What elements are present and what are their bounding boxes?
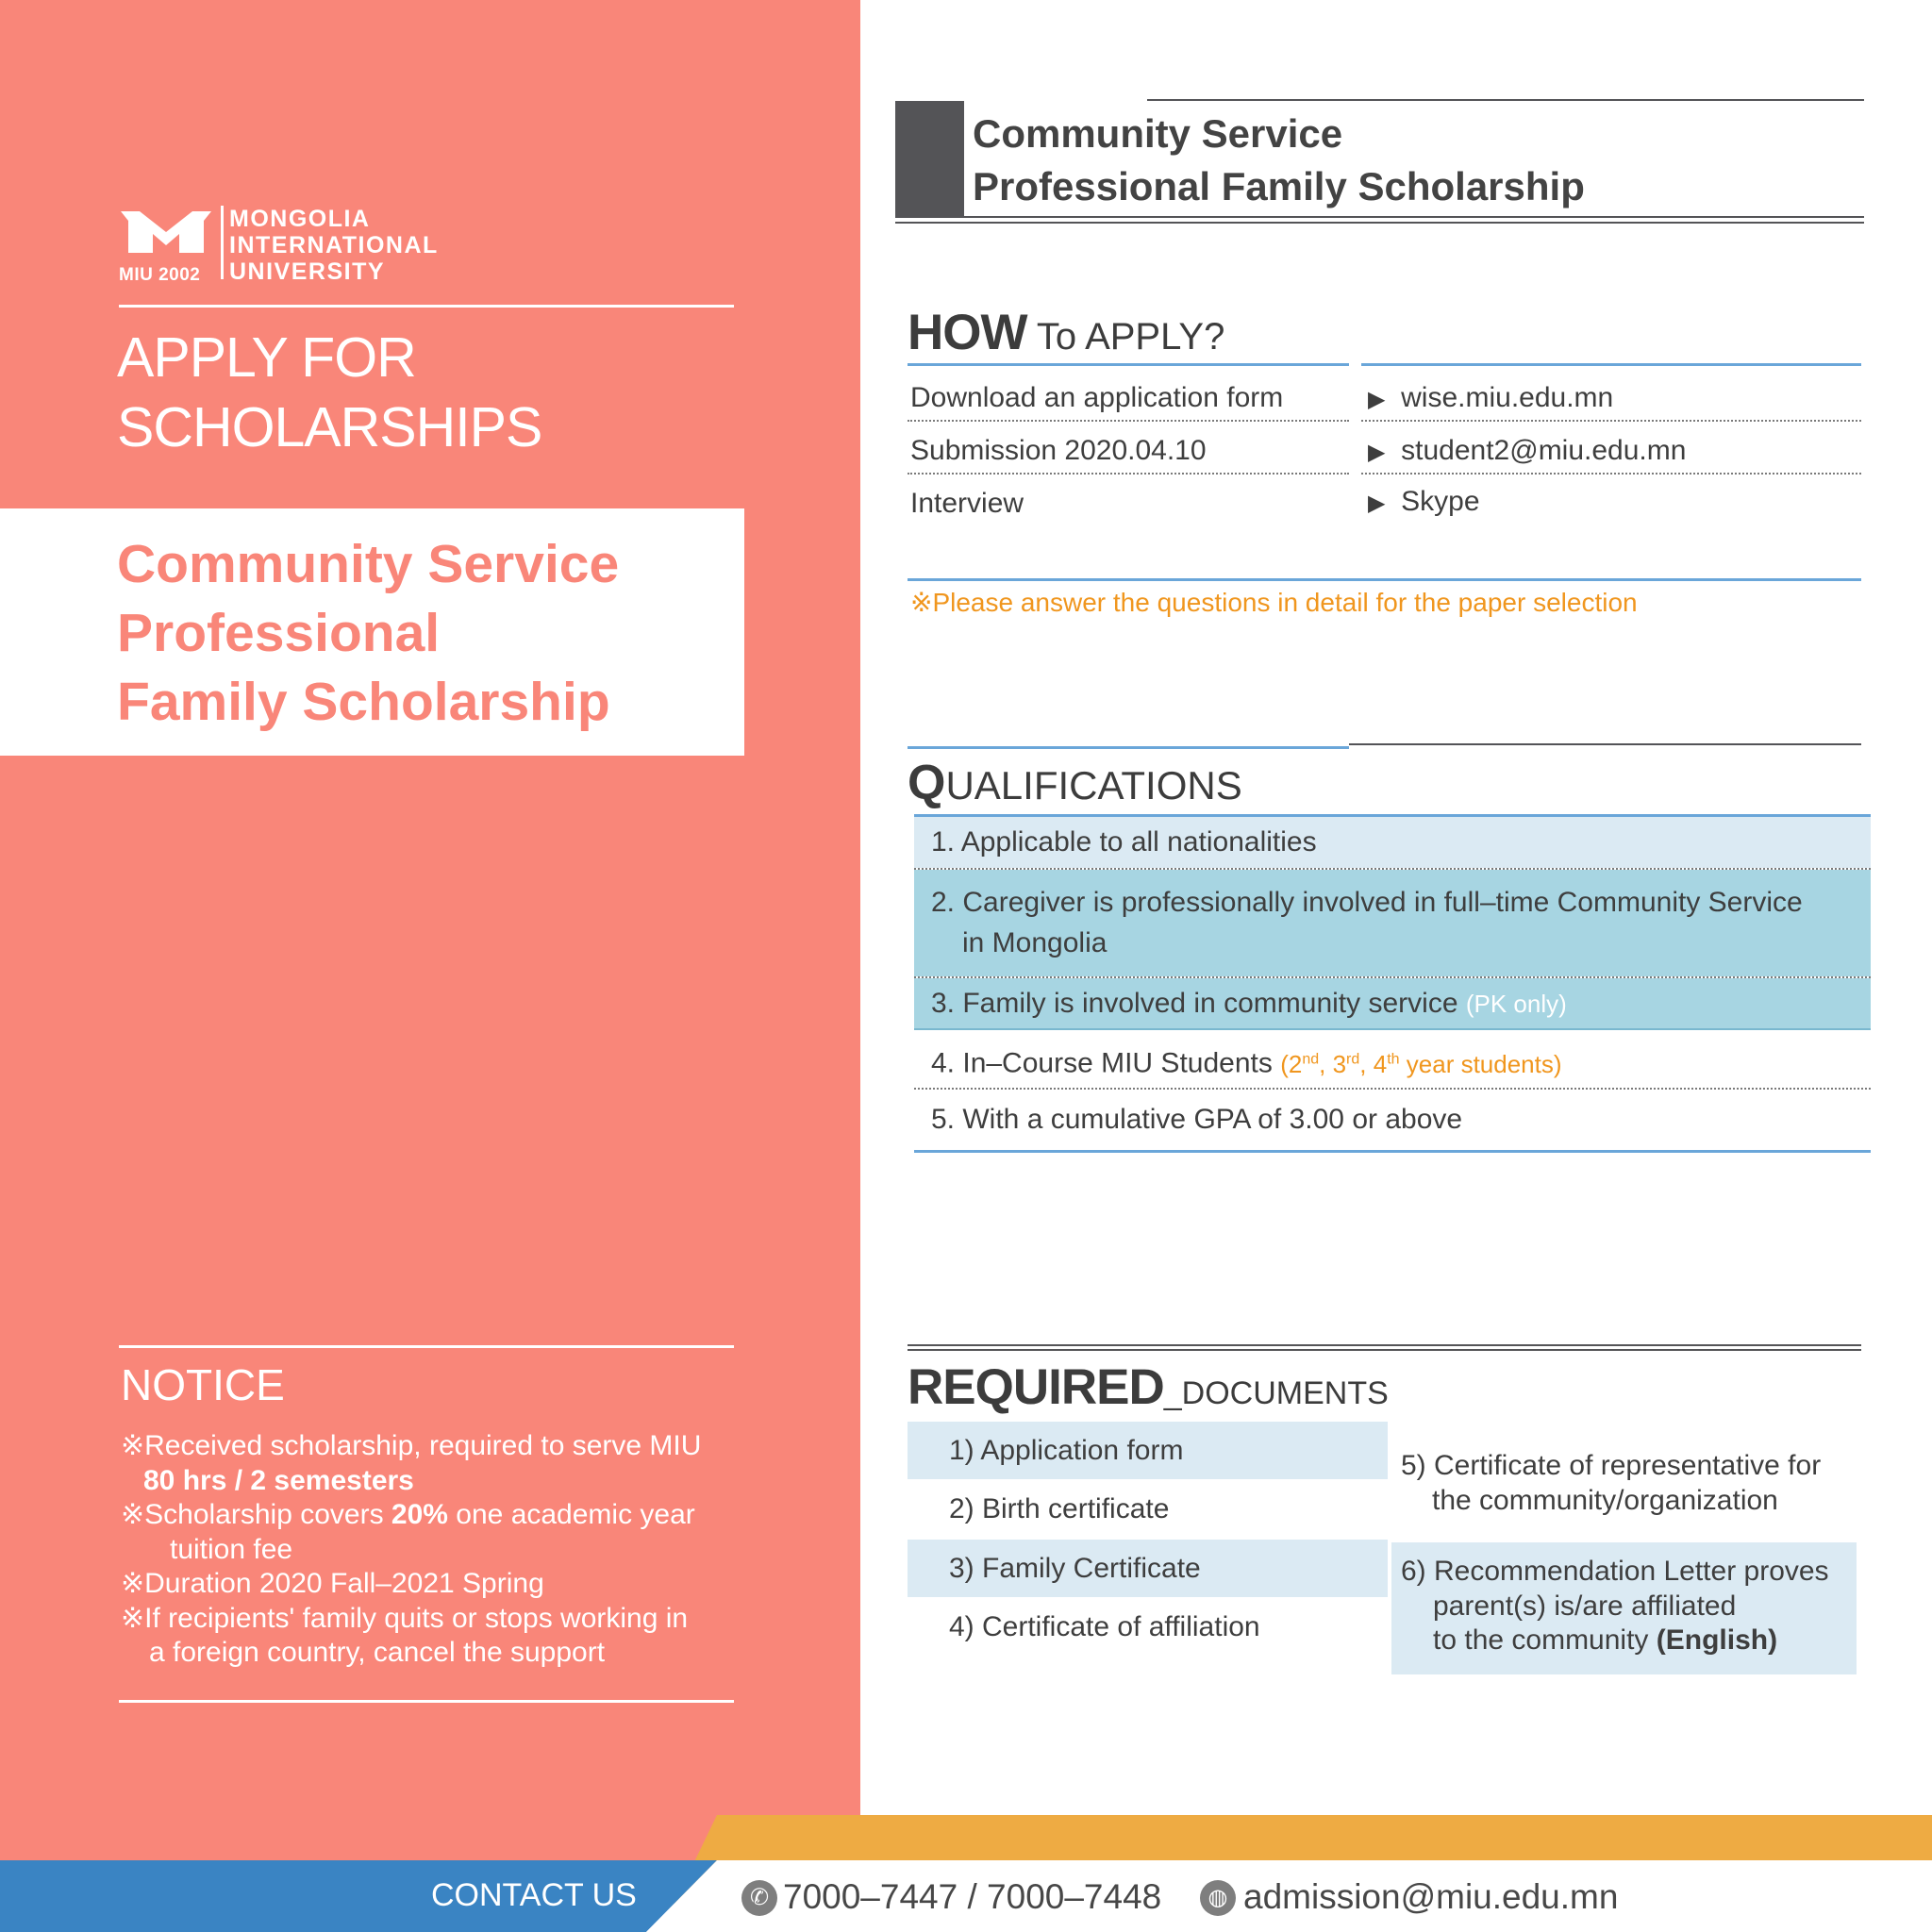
notice-item [121,1429,743,1498]
qualification-item: 1. Applicable to all nationalities [914,817,1871,868]
required-documents-title [908,1358,1389,1416]
qualification-item [914,870,1871,976]
document-text [1401,1624,1857,1658]
document-emphasis: (English) [1656,1624,1778,1656]
how-row-value [1368,435,1686,467]
scholarship-title [117,530,619,737]
miu-logo-mark [119,206,213,286]
apply-heading-line: SCHOLARSHIPS [117,396,542,458]
dotted-divider [908,473,1349,475]
divider [119,1700,734,1703]
section-rule [908,363,1349,366]
m-logo-icon [119,206,213,257]
qualifications-title [908,755,1242,811]
note-part: year students) [1399,1049,1562,1078]
website-link[interactable]: wise.miu.edu.mn [1401,382,1614,413]
notice-text: ※If recipients' family quits or stops working in [121,1602,689,1634]
apply-note: ※Please answer the questions in detail for the paper selection [910,588,1638,617]
document-item: 3) Family Certificate [908,1540,1388,1597]
notice-item [121,1567,743,1602]
dotted-divider [914,1088,1871,1090]
how-title-bold: HOW [908,305,1027,360]
qualification-text: 2. Caregiver is professionally involved in full–time Community Service [931,887,1803,918]
header-title [973,108,1585,213]
interview-method: Skype [1401,486,1480,517]
note-sup: th [1387,1051,1400,1067]
apply-heading [117,323,541,462]
section-rule [1361,363,1861,366]
notice-text: ※Received scholarship, required to serve MIU [121,1430,702,1461]
section-rule [908,746,1349,749]
header-rule [895,216,1864,218]
notice-text: tuition fee [170,1533,293,1565]
req-title-bold: REQUIRED [908,1359,1164,1415]
header-rule [895,222,1864,224]
how-row-label: Interview [910,488,1024,519]
document-text-part: to the community [1433,1624,1657,1656]
document-item: 4) Certificate of affiliation [949,1611,1260,1642]
scholarship-title-line: Family Scholarship [117,672,610,732]
header-title-line: Professional Family Scholarship [973,164,1585,208]
notice-item [121,1498,743,1567]
row-divider [914,1028,1871,1030]
divider [119,305,734,308]
arrow-icon: ▶ [1368,491,1386,516]
qual-title-bold: Q [908,756,946,810]
logo-name-line: MONGOLIA [229,206,371,232]
notice-item [121,1602,743,1671]
phone-numbers: 7000–7447 / 7000–7448 [783,1877,1162,1916]
section-rule [908,1349,1861,1351]
contact-us-label: CONTACT US [431,1877,637,1913]
section-rule [1349,743,1861,745]
document-text: 6) Recommendation Letter proves [1401,1556,1829,1587]
document-item: 2) Birth certificate [949,1493,1170,1524]
qualification-item: 5. With a cumulative GPA of 3.00 or above [931,1104,1463,1135]
notice-text: a foreign country, cancel the support [149,1637,606,1668]
how-to-apply-title [908,304,1224,361]
note-sup: nd [1302,1051,1320,1067]
how-row-label: Download an application form [910,382,1284,413]
qualification-item [914,978,1871,1028]
notice-text: one academic year [447,1499,695,1530]
notice-emphasis: 20% [391,1499,448,1530]
phone-icon: ✆ [741,1880,777,1916]
qualification-text: 3. Family is involved in community service [931,988,1458,1019]
arrow-icon: ▶ [1368,387,1386,412]
contact-email[interactable]: admission@miu.edu.mn [1243,1877,1619,1916]
qualification-item [914,1033,1871,1086]
how-title-rest: To APPLY? [1026,316,1225,358]
req-title-rest: _DOCUMENTS [1163,1375,1389,1411]
document-item [1391,1448,1857,1518]
scholarship-title-line: Community Service [117,534,620,594]
document-text: the community/organization [1432,1485,1778,1516]
notice-emphasis: 80 hrs / 2 semesters [143,1464,414,1496]
university-logo [119,206,439,286]
logo-divider [221,206,224,279]
qualification-note [1280,1050,1561,1078]
notice-text: ※Scholarship covers [121,1499,391,1530]
notice-list [121,1429,743,1671]
qual-title-rest: UALIFICATIONS [945,763,1242,808]
how-row-value [1368,486,1480,518]
how-row-label: Submission 2020.04.10 [910,435,1207,466]
how-row-value [1368,382,1613,414]
dotted-divider [1361,420,1861,422]
email-link[interactable]: student2@miu.edu.mn [1401,435,1687,466]
notice-heading: NOTICE [121,1360,285,1409]
qualification-text: in Mongolia [962,927,1108,958]
globe-icon: ◍ [1200,1880,1236,1916]
dotted-divider [1361,473,1861,475]
note-part: , 3 [1319,1049,1347,1078]
logo-name-line: INTERNATIONAL [229,232,439,258]
qualification-note: (PK only) [1465,990,1567,1018]
note-part: , 4 [1359,1049,1388,1078]
document-text: parent(s) is/are affiliated [1433,1590,1737,1622]
logo-name [229,206,439,285]
apply-heading-line: APPLY FOR [117,326,416,389]
scholarship-title-line: Professional [117,603,441,663]
document-item: 1) Application form [908,1422,1388,1479]
header-title-line: Community Service [973,111,1343,156]
section-rule [908,1344,1861,1346]
arrow-icon: ▶ [1368,440,1386,465]
logo-year: MIU 2002 [119,265,201,285]
qualification-text: 4. In–Course MIU Students [931,1047,1273,1079]
note-sup: rd [1346,1051,1360,1067]
section-rule [914,1150,1871,1153]
logo-name-line: UNIVERSITY [229,258,386,285]
document-text: 5) Certificate of representative for [1401,1450,1822,1481]
document-item [1391,1542,1857,1674]
note-part: (2 [1280,1049,1303,1078]
section-rule [908,578,1861,581]
divider [119,1345,734,1348]
notice-text: ※Duration 2020 Fall–2021 Spring [121,1568,544,1599]
dotted-divider [908,420,1349,422]
